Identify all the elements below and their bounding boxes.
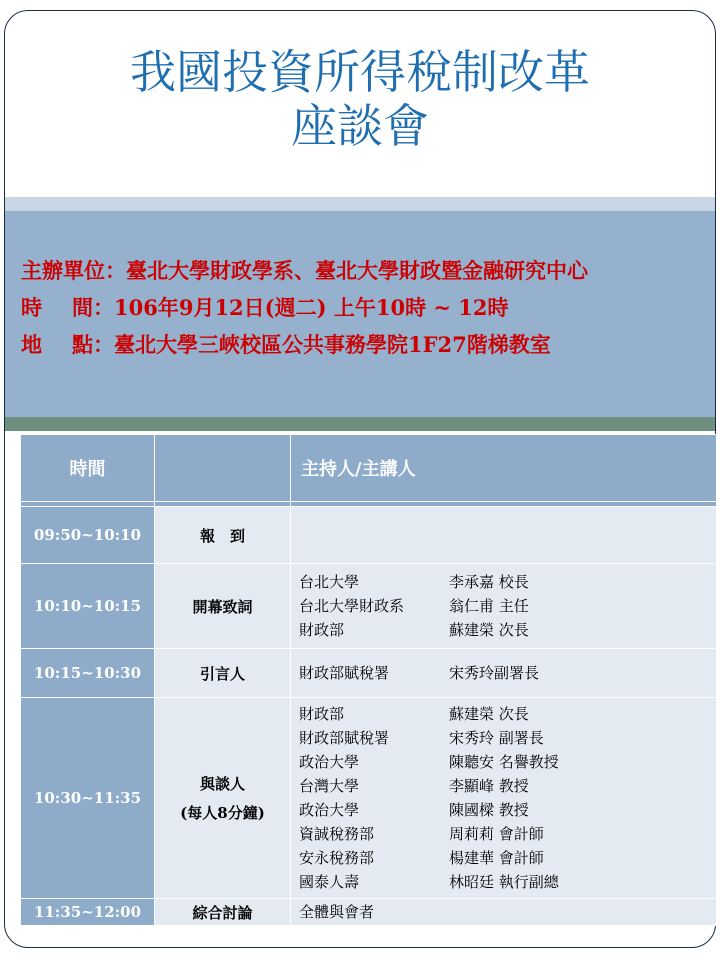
row-time: 09:50~10:10 xyxy=(21,507,155,564)
place-line xyxy=(21,329,551,359)
row-people xyxy=(291,698,717,899)
person-line xyxy=(299,726,716,750)
person-org: 財政部 xyxy=(299,621,345,639)
row-people xyxy=(291,564,717,649)
person-name: 周莉莉 會計師 xyxy=(449,825,544,843)
person-name: 宋秀玲副署長 xyxy=(449,664,540,682)
table-row xyxy=(21,649,717,698)
person-name: 翁仁甫 主任 xyxy=(449,597,529,615)
time-label-a: 時 xyxy=(21,295,72,320)
table-row xyxy=(21,564,717,649)
row-time: 11:35~12:00 xyxy=(21,899,155,926)
header-item xyxy=(155,435,291,502)
person-org: 全體與會者 xyxy=(299,903,375,921)
band-bottom-strip xyxy=(5,417,715,431)
person-line xyxy=(299,570,716,594)
person-line xyxy=(299,900,716,924)
header-time: 時間 xyxy=(21,435,155,502)
person-line xyxy=(299,774,716,798)
row-item: 報 到 xyxy=(155,507,291,564)
person-name: 陳聽安 名譽教授 xyxy=(449,753,559,771)
person-org: 台北大學 xyxy=(299,573,360,591)
time-value: 106年9月12日(週二) 上午10時 ~ 12時 xyxy=(114,295,509,320)
row-item: 開幕致詞 xyxy=(155,564,291,649)
row-time: 10:30~11:35 xyxy=(21,698,155,899)
header-host: 主持人/主講人 xyxy=(291,435,717,502)
person-org: 資誠稅務部 xyxy=(299,825,375,843)
person-org: 台北大學財政系 xyxy=(299,597,405,615)
table-header-row xyxy=(21,435,717,502)
time-line xyxy=(21,292,509,322)
organizer-line xyxy=(21,255,588,285)
row-item-subtitle: (每人8分鐘) xyxy=(180,804,265,822)
person-name: 楊建華 會計師 xyxy=(449,849,544,867)
person-org: 政治大學 xyxy=(299,753,360,771)
person-org: 台灣大學 xyxy=(299,777,360,795)
place-value: 臺北大學三峽校區公共事務學院1F27階梯教室 xyxy=(114,332,551,357)
organizer-label: 主辦單位： xyxy=(21,258,126,283)
person-line xyxy=(299,798,716,822)
title-line-2: 座談會 xyxy=(291,99,429,153)
person-org: 財政部賦稅署 xyxy=(299,729,390,747)
person-line xyxy=(299,846,716,870)
band-top-strip xyxy=(5,197,715,211)
time-label-b: 間： xyxy=(72,295,114,320)
row-people xyxy=(291,649,717,698)
table-row xyxy=(21,507,717,564)
row-item: 綜合討論 xyxy=(155,899,291,926)
person-line xyxy=(299,870,716,894)
table-row xyxy=(21,698,717,899)
person-org: 政治大學 xyxy=(299,801,360,819)
person-name: 蘇建榮 次長 xyxy=(449,621,529,639)
row-time: 10:15~10:30 xyxy=(21,649,155,698)
person-line xyxy=(299,594,716,618)
person-org: 安永稅務部 xyxy=(299,849,375,867)
place-label-b: 點： xyxy=(72,332,114,357)
person-org: 國泰人壽 xyxy=(299,873,360,891)
place-label-a: 地 xyxy=(21,332,72,357)
person-line xyxy=(299,661,716,685)
person-name: 林昭廷 執行副總 xyxy=(449,873,559,891)
person-org: 財政部賦稅署 xyxy=(299,664,390,682)
person-name: 蘇建榮 次長 xyxy=(449,705,529,723)
row-people xyxy=(291,899,717,926)
schedule-table xyxy=(20,434,717,926)
person-line xyxy=(299,618,716,642)
organizer-value: 臺北大學財政學系、臺北大學財政暨金融研究中心 xyxy=(126,258,588,283)
row-item xyxy=(155,698,291,899)
page-title xyxy=(5,45,715,153)
person-name: 李顯峰 教授 xyxy=(449,777,529,795)
person-line xyxy=(299,822,716,846)
row-item: 引言人 xyxy=(155,649,291,698)
person-name: 李承嘉 校長 xyxy=(449,573,529,591)
row-time: 10:10~10:15 xyxy=(21,564,155,649)
table-row xyxy=(21,899,717,926)
person-line xyxy=(299,750,716,774)
person-name: 陳國樑 教授 xyxy=(449,801,529,819)
title-line-1: 我國投資所得稅制改革 xyxy=(130,45,590,99)
person-line xyxy=(299,702,716,726)
row-item-title: 與談人 xyxy=(199,775,245,793)
person-name: 宋秀玲 副署長 xyxy=(449,729,544,747)
row-people xyxy=(291,507,717,564)
person-org: 財政部 xyxy=(299,705,345,723)
